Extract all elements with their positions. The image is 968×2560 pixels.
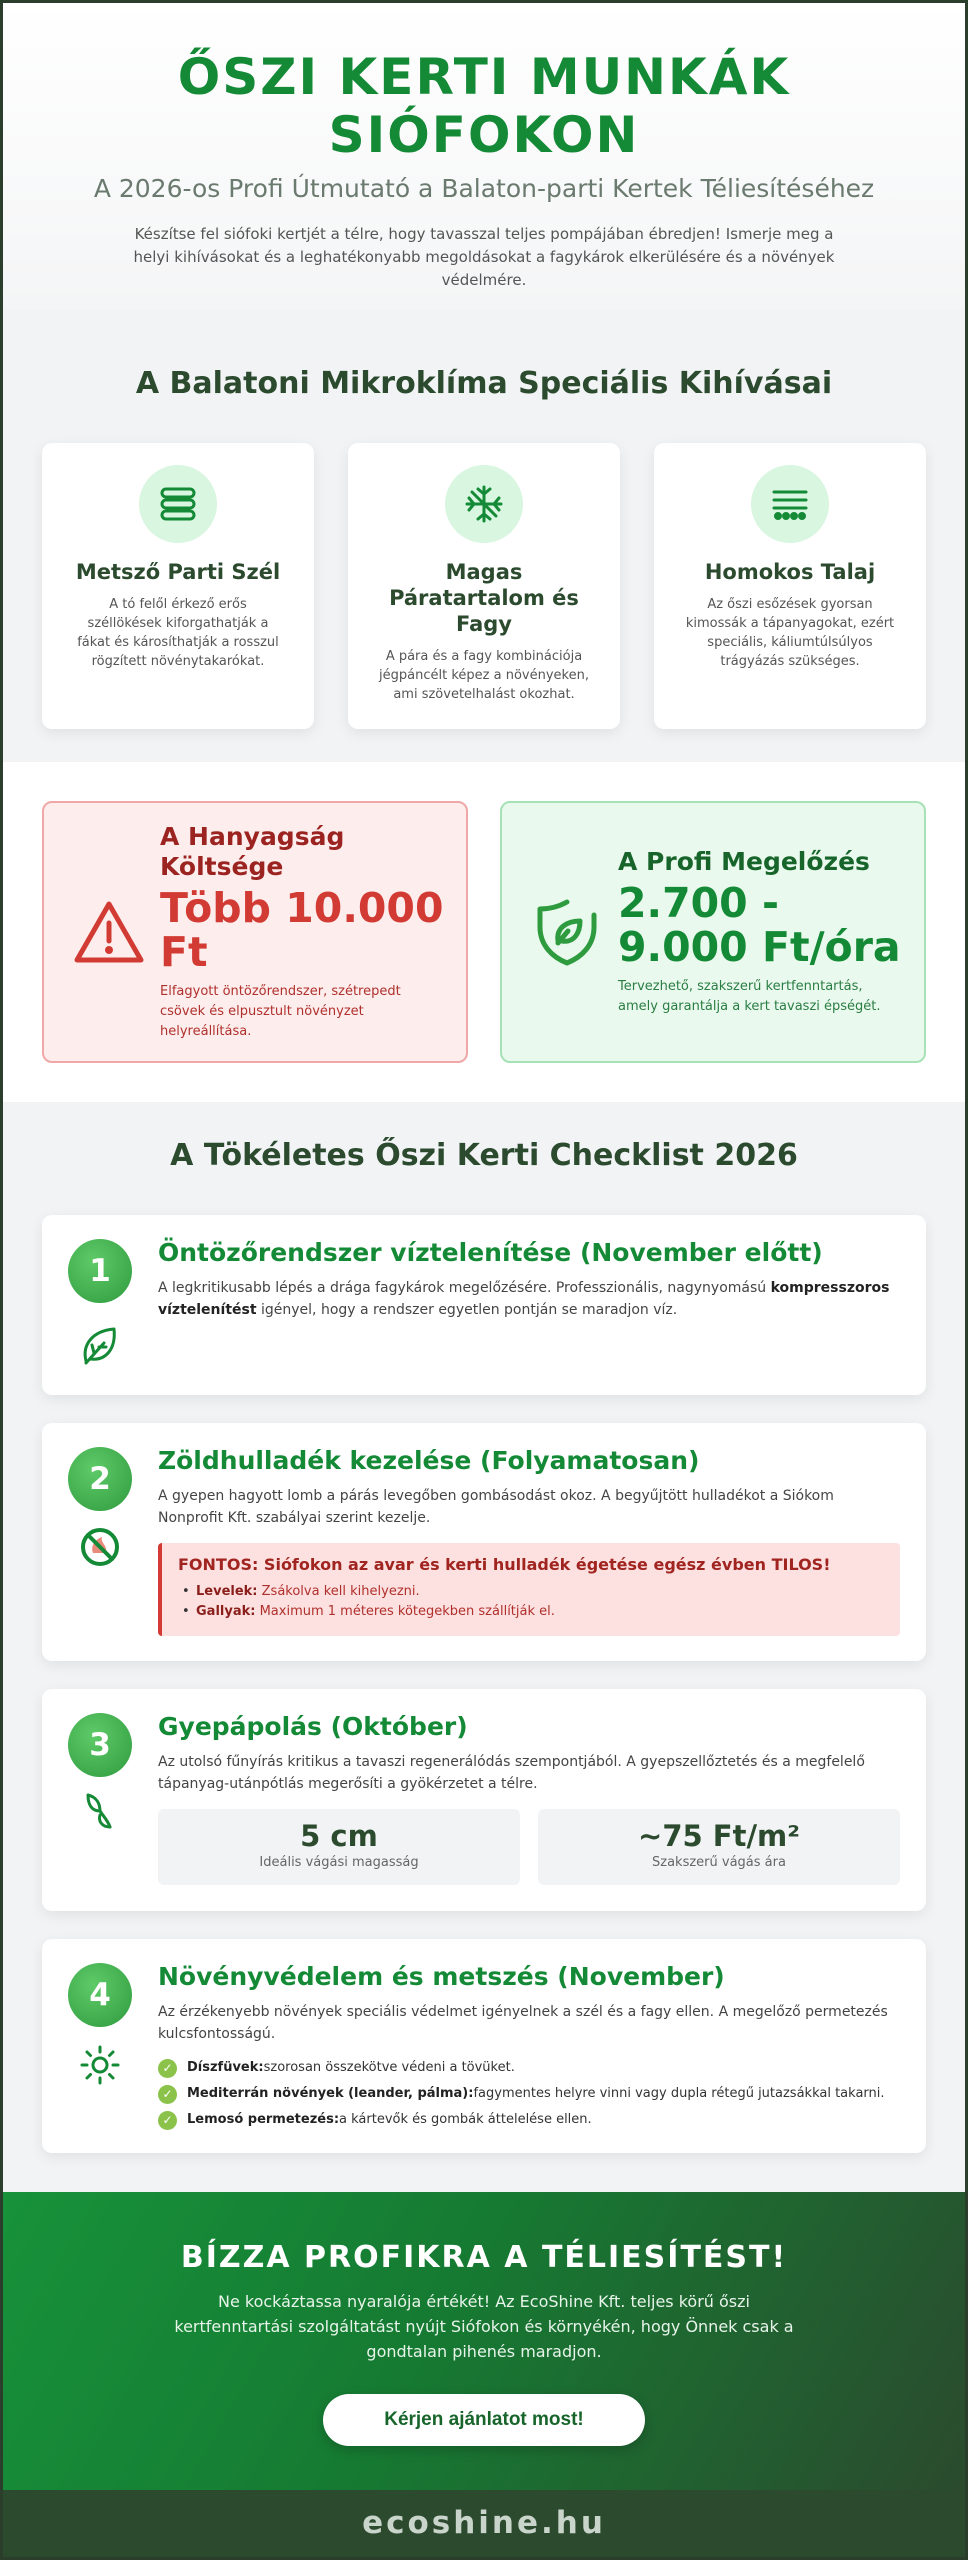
challenge-title: Homokos Talaj — [704, 560, 876, 584]
page-subtitle: A 2026-os Profi Útmutató a Balaton-parti Kertek Téliesítéséhez — [93, 174, 875, 203]
cta-title: BÍZZA PROFIKRA A TÉLIESÍTÉST! — [180, 2240, 788, 2275]
challenges-section — [0, 310, 968, 762]
footer-domain-link[interactable]: ecoshine.hu — [362, 2505, 606, 2541]
check-icon: ✓ — [158, 2059, 177, 2078]
checklist-title: A Tökéletes Őszi Kerti Checklist 2026 — [170, 1138, 798, 1173]
checklist-section — [0, 1102, 968, 2192]
cta-section — [0, 2192, 968, 2490]
stat-label: Szakszerű vágás ára — [652, 1855, 786, 1870]
cta-text: Ne kockáztassa nyaralója értékét! Az EcoShine Kft. teljes körű őszi kertfenntartási szolgáltatást nyújt Siófokon és környékén, hogy Önnek csak a gondtalan pihenés maradjon. — [174, 2292, 794, 2361]
checklist-step-1 — [42, 1215, 926, 1395]
negligence-value: Több 10.000 Ft — [160, 884, 444, 976]
challenge-title: Magas Páratartalom és Fagy — [389, 560, 579, 636]
warning-list — [178, 1582, 884, 1622]
stat-value: 5 cm — [300, 1819, 378, 1853]
step-title: Öntözőrendszer víztelenítése (November előtt) — [158, 1238, 823, 1267]
step-number: 2 — [68, 1447, 132, 1511]
grass-sprout-icon — [76, 1787, 124, 1835]
challenge-title: Metsző Parti Szél — [75, 560, 281, 584]
check-icon: ✓ — [158, 2111, 177, 2130]
challenge-text: A tó felől érkező erős széllökések kiforgathatják a fákat és károsíthatják a rosszul rögzített növénytakarókat. — [77, 597, 279, 669]
prevention-cost-card — [500, 801, 926, 1063]
wind-icon — [139, 465, 217, 543]
footer — [0, 2490, 968, 2560]
stat-label: Ideális vágási magasság — [259, 1855, 419, 1870]
soil-icon — [751, 465, 829, 543]
challenge-text: Az őszi esőzések gyorsan kimossák a tápanyagokat, ezért speciális, káliumtúlsúlyos trágyázás szükséges. — [685, 597, 895, 669]
sprinkler-leaf-icon — [76, 1321, 124, 1369]
stat-value: ~75 Ft/m² — [638, 1819, 800, 1853]
page-title: ŐSZI KERTI MUNKÁK SIÓFOKON — [177, 48, 791, 164]
prevention-value: 2.700 - 9.000 Ft/óra — [618, 879, 901, 971]
checklist-step-4 — [42, 1939, 926, 2153]
warning-icon — [44, 899, 160, 965]
step-text: Az utolsó fűnyírás kritikus a tavaszi regenerálódás szempontjából. A gyepszellőztetés és a megfelelő tápanyag-utánpótlás megerősíti a gyökérzetet a télre. — [158, 1754, 865, 1792]
step-text: Az érzékenyebb növények speciális védelmet igényelnek a szél és a fagy ellen. A megelőző permetezés kulcsfontosságú. — [158, 2004, 888, 2042]
prevention-title: A Profi Megelőzés — [618, 847, 870, 876]
negligence-title: A Hanyagság Költsége — [160, 822, 345, 881]
step-text: A legkritikusabb lépés a drága fagykárok megelőzésére. Professzionális, nagynyomású kompresszoros víztelenítést igényel, hogy a rendszer egyetlen pontján se maradjon víz. — [158, 1280, 890, 1318]
negligence-cost-card — [42, 801, 468, 1063]
step-number: 3 — [68, 1713, 132, 1777]
challenges-title: A Balatoni Mikroklíma Speciális Kihívásai — [135, 366, 833, 401]
challenge-cards — [42, 443, 926, 729]
list-item: ✓ Lemosó permetezés:a kártevők és gombák áttelelése ellen. — [158, 2107, 900, 2133]
challenge-text: A pára és a fagy kombinációja jégpáncélt képez a növényeken, ami szövetelhalást okozhat. — [379, 649, 589, 702]
stat-box — [538, 1809, 900, 1885]
list-item: • Gallyak: Maximum 1 méteres kötegekben szállítják el. — [178, 1602, 884, 1622]
step-number: 1 — [68, 1239, 132, 1303]
step-number: 4 — [68, 1963, 132, 2027]
negligence-text: Elfagyott öntözőrendszer, szétrepedt csövek és elpusztult növényzet helyreállítása. — [160, 984, 401, 1039]
challenge-card-frost — [348, 443, 620, 729]
sun-icon — [76, 2041, 124, 2089]
hero-section — [0, 0, 968, 310]
warning-title: FONTOS: Siófokon az avar és kerti hulladék égetése egész évben TILOS! — [178, 1555, 831, 1574]
burning-ban-warning — [158, 1543, 900, 1636]
list-item: ✓ Díszfüvek:szorosan összekötve védeni a tövüket. — [158, 2055, 900, 2081]
hero-intro: Készítse fel siófoki kertjét a télre, hogy tavasszal teljes pompájában ébredjen! Ismerje meg a helyi kihívásokat és a leghatékonyabb megoldásokat a fagykárok elkerülésére és a növények védelmére. — [133, 225, 835, 289]
prevention-text: Tervezhető, szakszerű kertfenntartás, amely garantálja a kert tavaszi épségét. — [618, 979, 881, 1014]
frost-icon — [445, 465, 523, 543]
step-title: Növényvédelem és metszés (November) — [158, 1962, 725, 1991]
list-item: ✓ Mediterrán növények (leander, pálma):fagymentes helyre vinni vagy dupla rétegű jutazsákkal takarni. — [158, 2081, 900, 2107]
checklist-step-3 — [42, 1689, 926, 1911]
shield-leaf-icon — [502, 897, 618, 967]
step-title: Gyepápolás (Október) — [158, 1712, 468, 1741]
check-icon: ✓ — [158, 2085, 177, 2104]
challenge-card-wind — [42, 443, 314, 729]
list-item: • Levelek: Zsákolva kell kihelyezni. — [178, 1582, 884, 1602]
cost-section — [0, 762, 968, 1102]
checklist-step-2 — [42, 1423, 926, 1661]
step-title: Zöldhulladék kezelése (Folyamatosan) — [158, 1446, 700, 1475]
request-quote-button[interactable]: Kérjen ajánlatot most! — [323, 2394, 645, 2446]
protection-list — [158, 2055, 900, 2133]
step-text: A gyepen hagyott lomb a párás levegőben gombásodást okoz. A begyűjtött hulladékot a Siókom Nonprofit Kft. szabályai szerint kezelje. — [158, 1488, 834, 1526]
lawn-stats — [158, 1809, 900, 1885]
step-highlight: kompresszoros víztelenítést — [158, 1280, 890, 1318]
challenge-card-soil — [654, 443, 926, 729]
no-burn-icon — [76, 1523, 124, 1571]
stat-box — [158, 1809, 520, 1885]
